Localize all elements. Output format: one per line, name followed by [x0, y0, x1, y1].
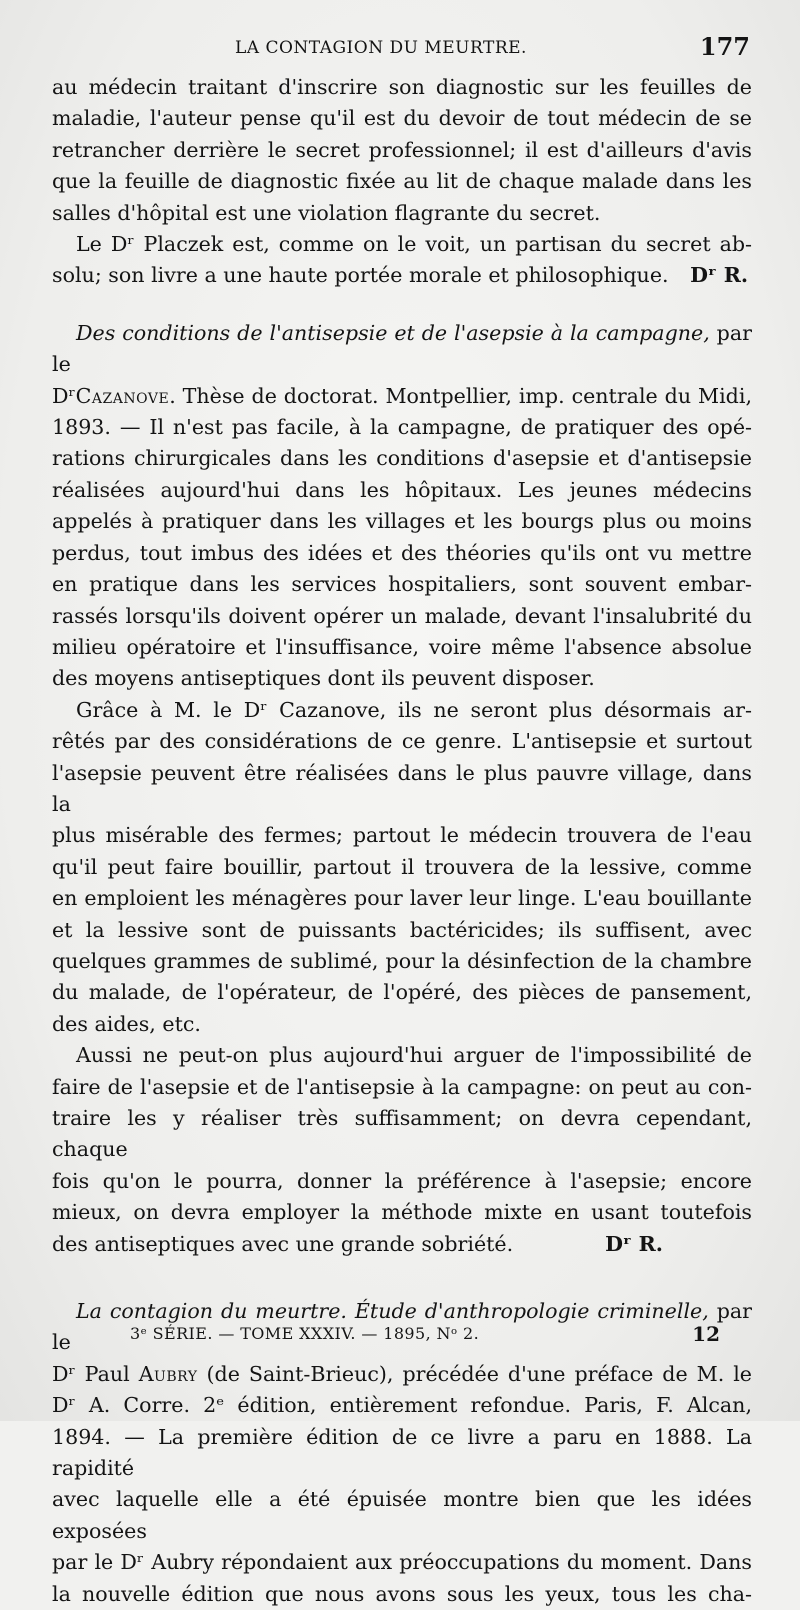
- text-line: du malade, de l'opérateur, de l'opéré, des pièces de pansement,: [52, 980, 752, 1005]
- text-line: la nouvelle édition que nous avons sous les yeux, tous les cha-: [52, 1581, 752, 1606]
- review-signature: Dʳ R.: [605, 1231, 663, 1256]
- text-line-with-signature: [52, 260, 752, 291]
- review-signature: Dʳ R.: [690, 263, 748, 288]
- text-line: rations chirurgicales dans les conditions d'asepsie et d'antisepsie: [52, 446, 752, 471]
- text-line: [52, 381, 752, 412]
- text-line: avec laquelle elle a été épuisée montre bien que les idées exposées: [52, 1487, 752, 1543]
- text-line: quelques grammes de sublimé, pour la désinfection de la chambre: [52, 948, 752, 973]
- text-line: par le Dʳ Aubry répondaient aux préoccupations du moment. Dans: [52, 1550, 752, 1575]
- text-line: l'asepsie peuvent être réalisées dans le plus pauvre village, dans la: [52, 760, 752, 816]
- page-header: [60, 32, 750, 66]
- text-line: Aussi ne peut-on plus aujourd'hui arguer de l'impossibilité de: [76, 1043, 752, 1068]
- text-line: des moyens antiseptiques dont ils peuvent disposer.: [52, 666, 595, 691]
- text-line: plus misérable des fermes; partout le médecin trouvera de l'eau: [52, 823, 752, 848]
- author-name: Aubry: [138, 1361, 198, 1386]
- text-line: au médecin traitant d'inscrire son diagnostic sur les feuilles de: [52, 75, 752, 99]
- text-line: traire les y réaliser très suffisamment; on devra cependant, chaque: [52, 1106, 752, 1162]
- text-line: en pratique dans les services hospitaliers, sont souvent embar-: [52, 572, 752, 597]
- text-line: faire de l'asepsie et de l'antisepsie à la campagne: on peut au con-: [52, 1074, 752, 1099]
- text-fragment: Dʳ Paul: [52, 1361, 130, 1386]
- signature-number: 12: [692, 1322, 720, 1346]
- text-line: que la feuille de diagnostic fixée au lit de chaque malade dans les: [52, 169, 752, 194]
- text-fragment: par le: [52, 320, 752, 377]
- page-number: 177: [699, 32, 750, 61]
- text-line: 1893. — Il n'est pas facile, à la campagne, de pratiquer des opé-: [52, 415, 752, 440]
- text-line: des aides, etc.: [52, 1011, 201, 1036]
- text-line-with-signature: [52, 1229, 752, 1260]
- running-head: LA CONTAGION DU MEURTRE.: [235, 38, 527, 58]
- text-line: [52, 1359, 752, 1390]
- author-name: Cazanove: [75, 383, 170, 408]
- text-line: 1894. — La première édition de ce livre a paru en 1888. La rapidité: [52, 1424, 752, 1481]
- book-title: La contagion du meurtre. Étude d'anthropologie criminelle,: [76, 1299, 709, 1324]
- text-line: perdus, tout imbus des idées et des théories qu'ils ont vu mettre: [52, 540, 752, 565]
- text-line: mieux, on devra employer la méthode mixte en usant toutefois: [52, 1200, 752, 1225]
- text-fragment: (de Saint-Brieuc), précédée d'une préface de M. le: [197, 1361, 752, 1386]
- text-line: et la lessive sont de puissants bactéricides; ils suffisent, avec: [52, 917, 752, 942]
- text-line: salles d'hôpital est une violation flagrante du secret.: [52, 200, 601, 225]
- text-fragment: . Thèse de doctorat. Montpellier, imp. centrale du Midi,: [169, 383, 752, 408]
- series-line: 3ᵉ SÉRIE. — TOME XXXIV. — 1895, Nᵒ 2.: [130, 1324, 480, 1343]
- text-line: fois qu'on le pourra, donner la préférence à l'asepsie; encore: [52, 1168, 752, 1193]
- text-line: qu'il peut faire bouillir, partout il trouvera de la lessive, comme: [52, 854, 752, 879]
- text-line: solu; son livre a une haute portée morale et philosophique.: [52, 263, 669, 288]
- review-heading: [52, 318, 752, 381]
- text-line: réalisées aujourd'hui dans les hôpitaux. Les jeunes médecins: [52, 477, 752, 502]
- text-line: appelés à pratiquer dans les villages et les bourgs plus ou moins: [52, 509, 752, 534]
- text-line: rêtés par des considérations de ce genre. L'antisepsie et surtout: [52, 729, 752, 754]
- section-gap: [52, 292, 752, 318]
- text-line: Le Dʳ Placzek est, comme on le voit, un partisan du secret ab-: [76, 232, 752, 257]
- text-line: retrancher derrière le secret professionnel; il est d'ailleurs d'avis: [52, 137, 752, 162]
- text-line: Grâce à M. le Dʳ Cazanove, ils ne seront plus désormais ar-: [76, 697, 752, 722]
- text-line: milieu opératoire et l'insuffisance, voire même l'absence absolue: [52, 634, 752, 659]
- book-title: Des conditions de l'antisepsie et de l'asepsie à la campagne,: [76, 320, 710, 345]
- text-line: Dʳ A. Corre. 2ᵉ édition, entièrement refondue. Paris, F. Alcan,: [52, 1393, 752, 1418]
- page-body: [52, 72, 752, 1610]
- text-fragment: par le: [52, 1299, 752, 1355]
- section-gap: [52, 1260, 752, 1296]
- text-line: des antiseptiques avec une grande sobriété.: [52, 1231, 514, 1256]
- text-fragment: Dʳ: [52, 383, 76, 408]
- text-line: en emploient les ménagères pour laver leur linge. L'eau bouillante: [52, 886, 752, 911]
- text-line: rassés lorsqu'ils doivent opérer un malade, devant l'insalubrité du: [52, 603, 752, 628]
- text-line: maladie, l'auteur pense qu'il est du devoir de tout médecin de se: [52, 106, 752, 131]
- page-footer: [130, 1322, 720, 1352]
